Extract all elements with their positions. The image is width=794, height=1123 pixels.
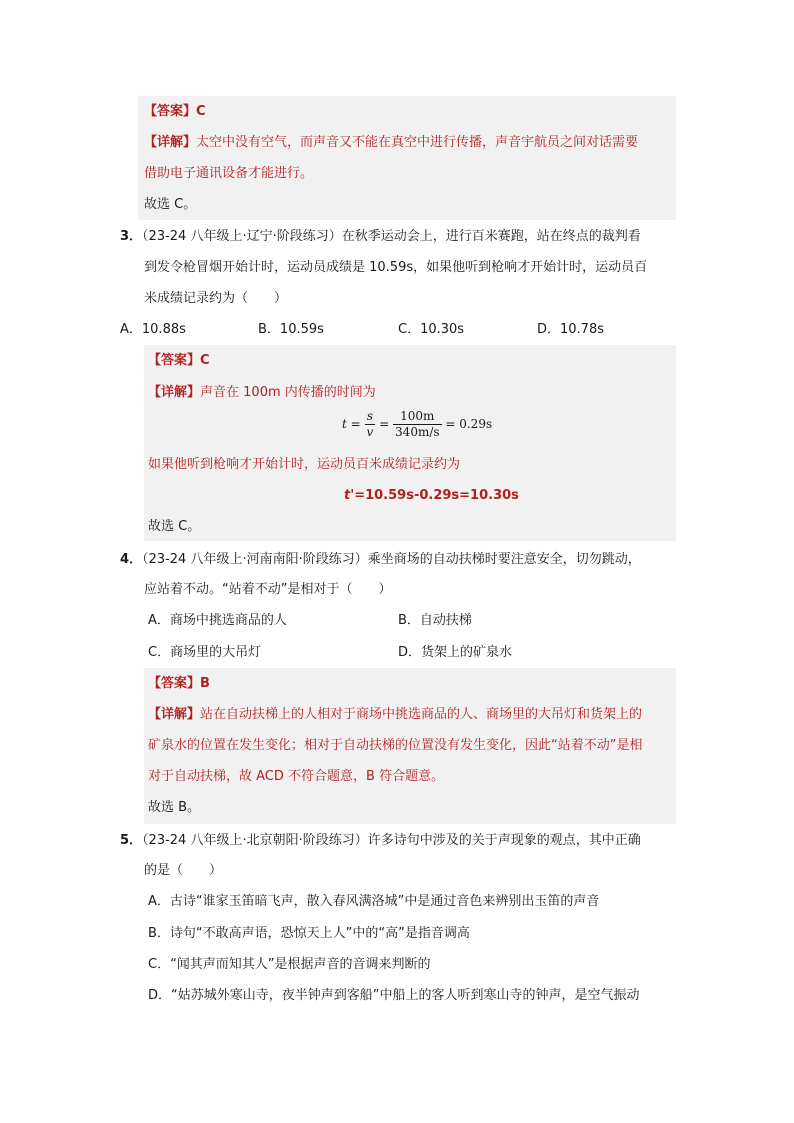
choice-line: 故选 C。	[148, 519, 201, 534]
option-a: A．商场中挑选商品的人	[148, 613, 287, 628]
answer-tag: 【答案】	[148, 353, 201, 368]
detail-line: 借助电子通讯设备才能进行。	[144, 166, 314, 181]
question-3-line2: 到发令枪冒烟开始计时，运动员成绩是 10.59s，如果他听到枪响才开始计时，运动员百	[144, 260, 648, 275]
detail-line: 对于自动扶梯，故 ACD 不符合题意，B 符合题意。	[148, 769, 445, 784]
question-4-line2: 应站着不动。“站着不动”是相对于（ ）	[144, 582, 392, 597]
detail-line: 【详解】站在自动扶梯上的人相对于商场中挑选商品的人、商场里的大吊灯和货架上的	[148, 707, 643, 722]
detail-tag: 【详解】	[148, 707, 201, 722]
answer-value: C	[200, 353, 210, 368]
option-b: B．诗句“不敢高声语，恐惊天上人”中的“高”是指音调高	[148, 926, 470, 941]
detail-line: 如果他听到枪响才开始计时，运动员百米成绩记录约为	[148, 457, 461, 472]
question-number: 5．	[120, 833, 143, 848]
fraction-values: $\frac{100m}{340m/s}$	[395, 409, 440, 439]
detail-tag: 【详解】	[148, 385, 201, 400]
answer-value: B	[200, 676, 210, 691]
question-3-line1: 3．（23-24 八年级上·辽宁·阶段练习）在秋季运动会上，进行百米赛跑，站在终点的裁判看	[120, 229, 641, 244]
speed-formula: t = $\frac{s}{v}$ = $\frac{100m}{340m/s}$ = 0.29s	[342, 409, 493, 439]
option-b: B．10.59s	[258, 322, 324, 337]
question-4-line1: 4．（23-24 八年级上·河南南阳·阶段练习）乘坐商场的自动扶梯时要注意安全，切勿跳动，	[120, 552, 641, 567]
option-d: D．货架上的矿泉水	[398, 645, 513, 660]
detail-line: 【详解】太空中没有空气，而声音又不能在真空中进行传播，声音宇航员之间对话需要	[144, 135, 639, 150]
question-5-line1: 5．（23-24 八年级上·北京朝阳·阶段练习）许多诗句中涉及的关于声现象的观点，其中正确	[120, 833, 641, 848]
answer-box-q3	[144, 345, 676, 541]
option-c: C．商场里的大吊灯	[148, 645, 262, 660]
option-b: B．自动扶梯	[398, 613, 472, 628]
option-d: D．“姑苏城外寒山寺，夜半钟声到客船”中船上的客人听到寒山寺的钟声，是空气振动	[148, 988, 640, 1003]
answer-line-q4	[148, 674, 210, 694]
detail-line: 矿泉水的位置在发生变化；相对于自动扶梯的位置没有发生变化，因此“站着不动”是相	[148, 738, 643, 753]
detail-tag: 【详解】	[144, 135, 197, 150]
detail-line: 【详解】声音在 100m 内传播的时间为	[148, 385, 376, 400]
answer-box-q2	[138, 96, 676, 220]
option-d: D．10.78s	[537, 322, 604, 337]
answer-tag: 【答案】	[144, 104, 197, 119]
result-formula: t'=10.59s-0.29s=10.30s	[344, 488, 519, 503]
question-5-line2: 的是（ ）	[144, 863, 223, 878]
answer-value: C	[196, 104, 206, 119]
option-a: A．古诗“谁家玉笛暗飞声，散入春风满洛城”中是通过音色来辨别出玉笛的声音	[148, 894, 600, 909]
answer-line-q3	[148, 351, 210, 371]
option-c: C．“闻其声而知其人”是根据声音的音调来判断的	[148, 957, 431, 972]
question-number: 4．	[120, 552, 143, 567]
question-number: 3．	[120, 229, 143, 244]
choice-line: 故选 C。	[144, 197, 197, 212]
question-3-line3: 米成绩记录约为（ ）	[144, 291, 288, 306]
fraction-s-over-v: $\frac{s}{v}$	[366, 409, 374, 439]
answer-tag: 【答案】	[148, 676, 201, 691]
answer-line-q2	[144, 102, 206, 122]
choice-line: 故选 B。	[148, 800, 201, 815]
option-c: C．10.30s	[398, 322, 465, 337]
option-a: A．10.88s	[120, 322, 186, 337]
